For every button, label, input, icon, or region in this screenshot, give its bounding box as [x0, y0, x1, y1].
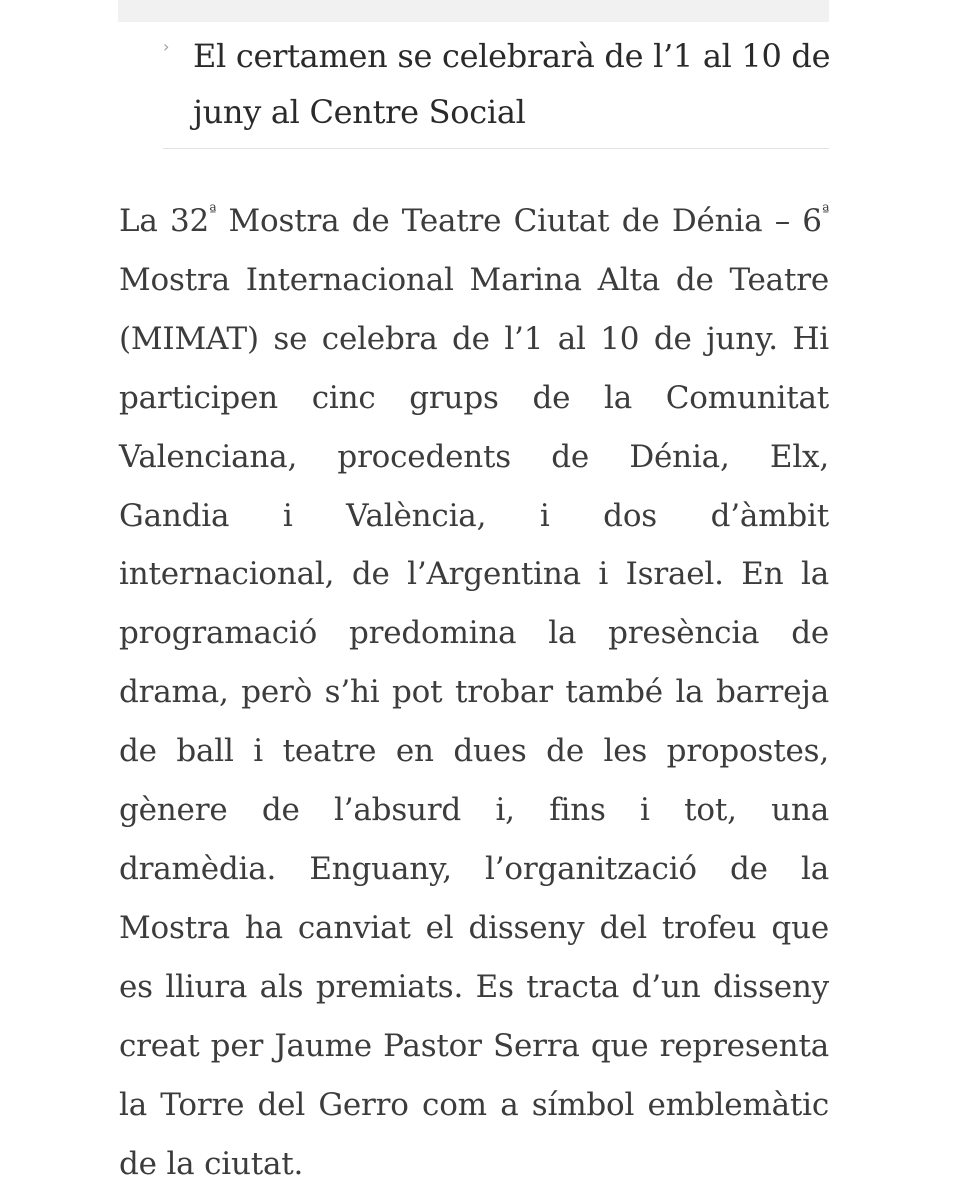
related-article	[163, 28, 829, 149]
article-line-16: la Torre del Gerro com a símbol emblemàtic	[119, 1086, 829, 1123]
article-line-3: (MIMAT) se celebra de l’1 al 10 de juny. Hi	[119, 320, 829, 357]
article-line-5: Valenciana, procedents de Dénia, Elx,	[119, 438, 829, 475]
article-line-15: creat per Jaume Pastor Serra que representa	[119, 1027, 829, 1064]
article-line-1: La $32^ª$ Mostra de Teatre Ciutat de Dénia – $6^ª$	[119, 202, 829, 239]
related-article-link[interactable]	[193, 28, 833, 140]
article-body	[119, 192, 829, 1193]
article-line-13: Mostra ha canviat el disseny del trofeu que	[119, 909, 829, 946]
article-line-2: Mostra Internacional Marina Alta de Teatre	[119, 261, 829, 298]
article-line-12: dramèdia. Enguany, l’organització de la	[119, 850, 829, 887]
article-line-6: Gandia i València, i dos d’àmbit	[119, 497, 829, 534]
article-line-10: de ball i teatre en dues de les propostes,	[119, 733, 829, 770]
article-line-9: drama, però s’hi pot trobar també la barreja	[119, 674, 829, 711]
article-line-14: es lliura als premiats. Es tracta d’un disseny	[119, 968, 829, 1005]
article-line-4: participen cinc grups de la Comunitat	[119, 379, 829, 416]
article-line-8: programació predomina la presència de	[119, 615, 829, 652]
chevron-right-icon: ›	[163, 37, 170, 56]
article-line-7: internacional, de l’Argentina i Israel. En la	[119, 556, 829, 593]
related-link-line1: El certamen se celebrarà de l’1 al 10 de	[193, 37, 831, 75]
article-line-17: de la ciutat.	[119, 1145, 304, 1182]
top-divider-bar	[118, 0, 829, 22]
article-line-11: gènere de l’absurd i, fins i tot, una	[119, 792, 829, 829]
related-link-line2: juny al Centre Social	[193, 93, 526, 131]
